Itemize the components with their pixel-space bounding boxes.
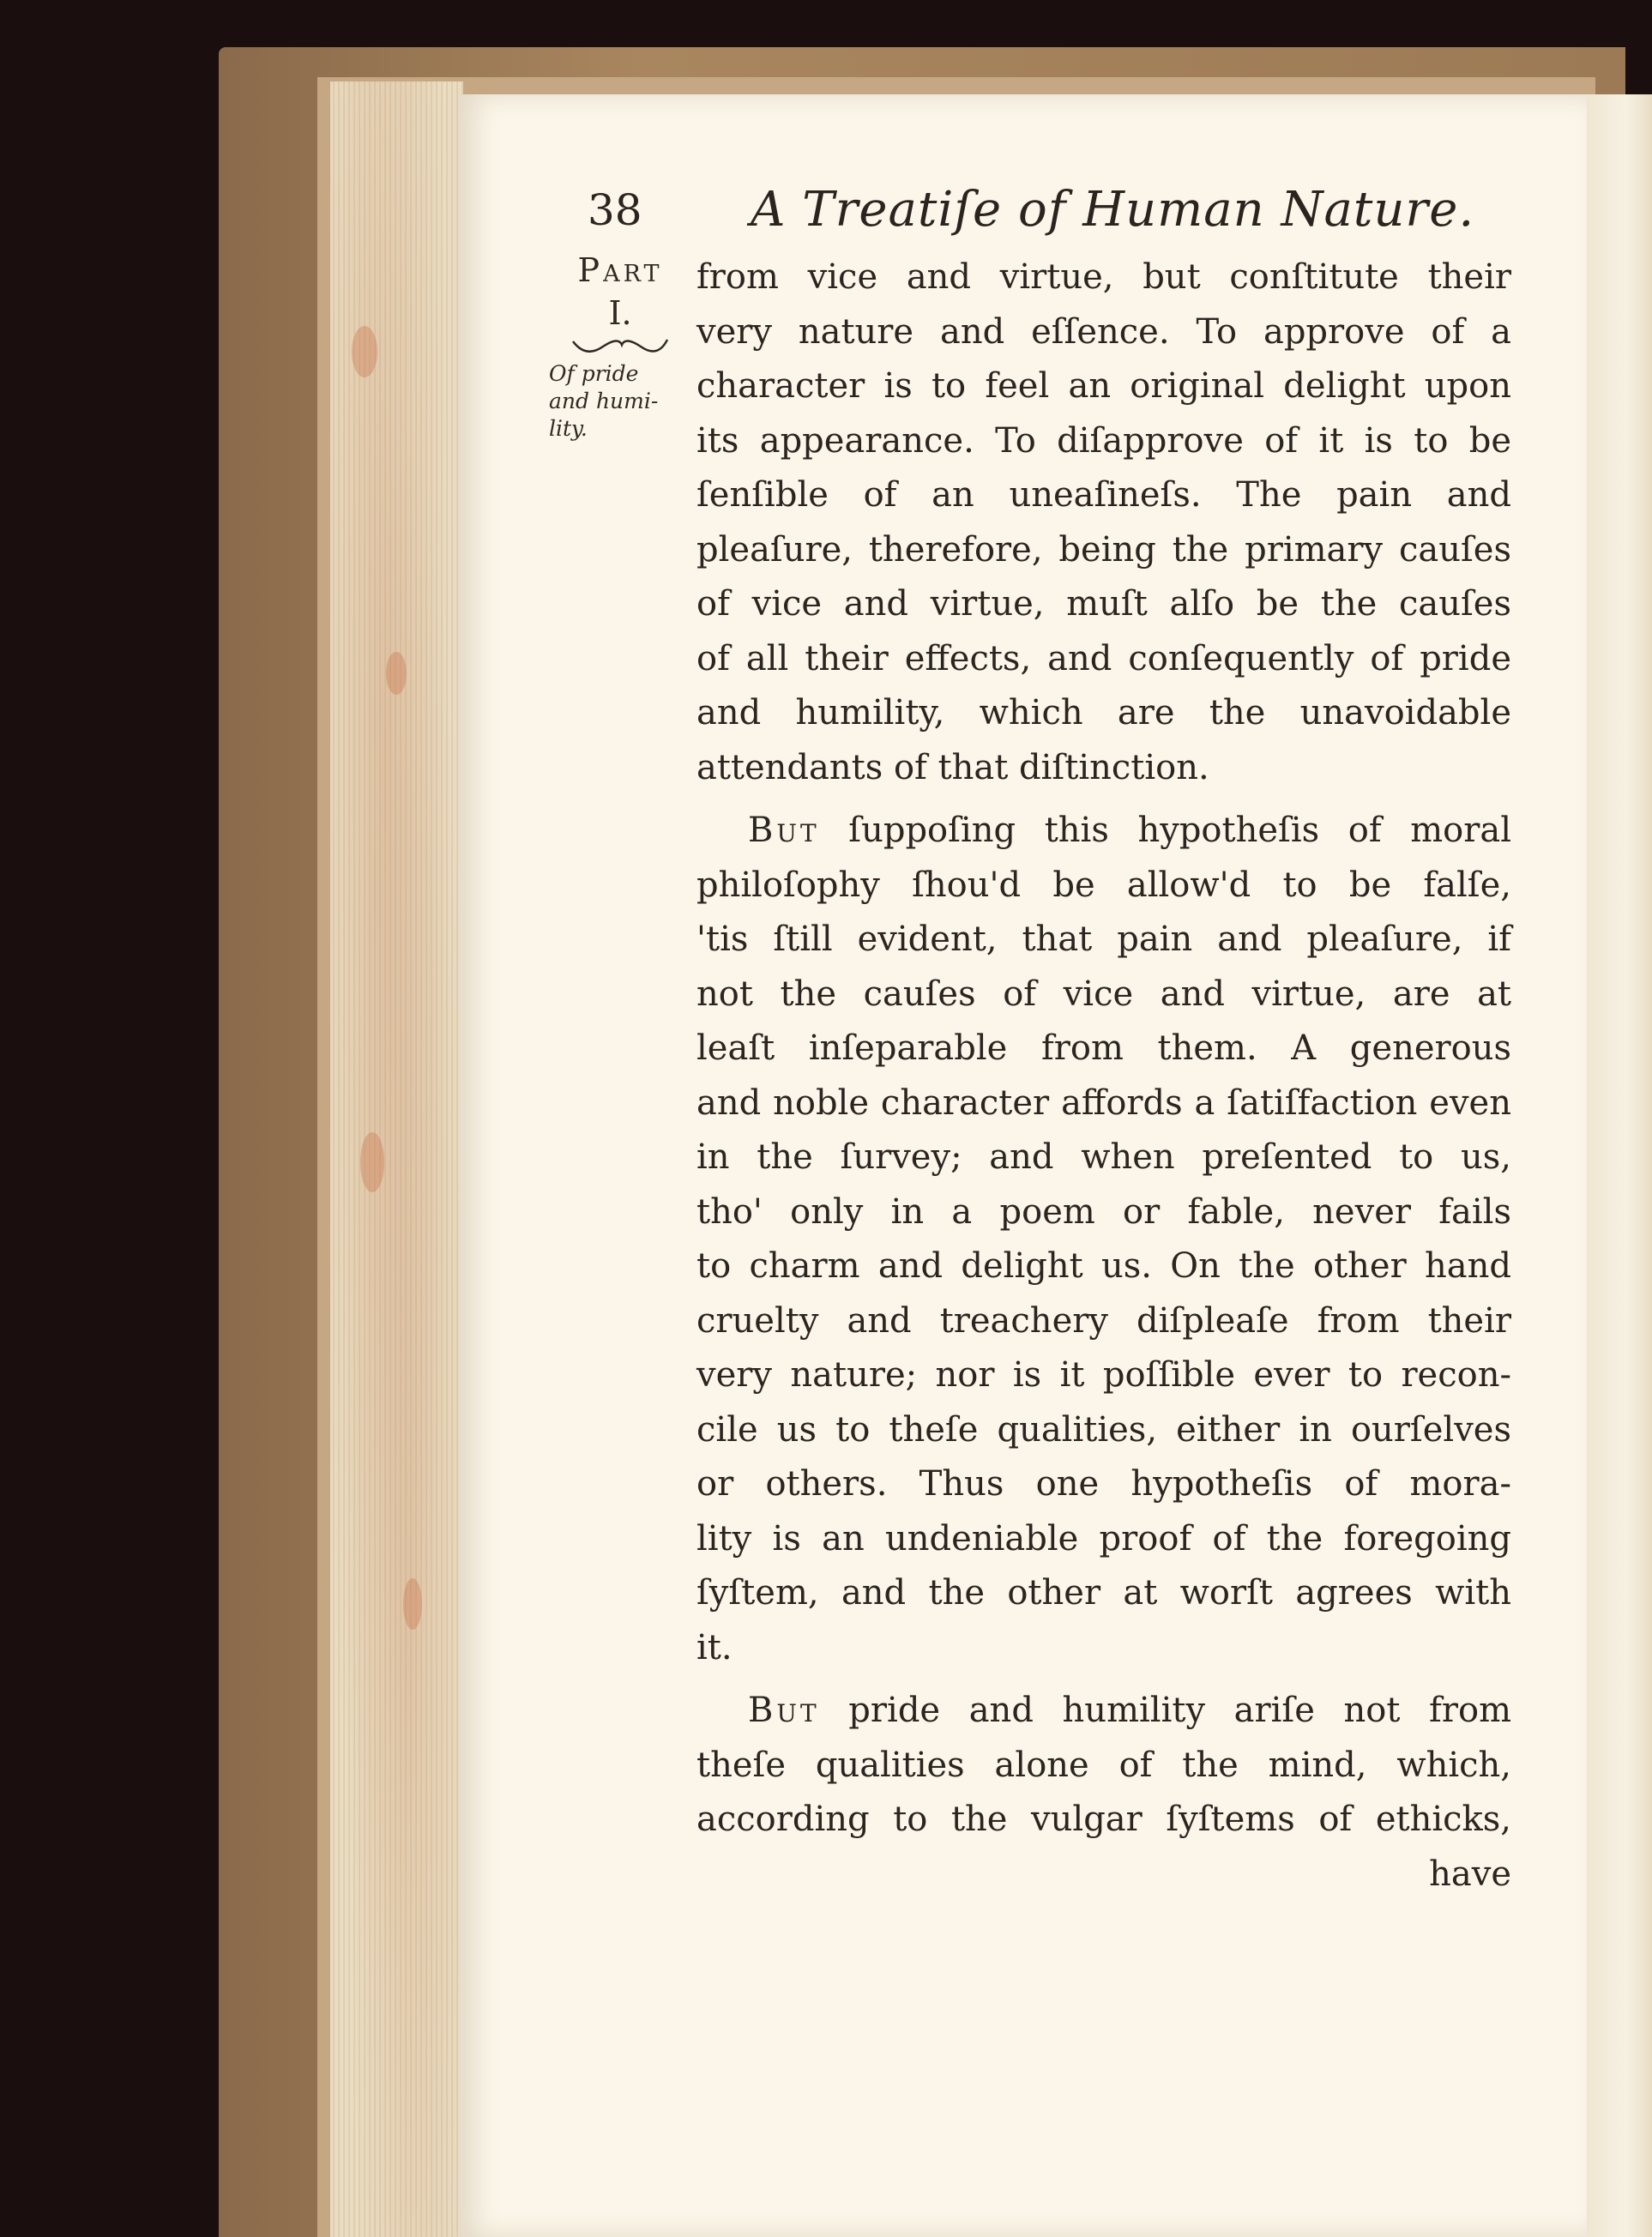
sidenote-line: Of pride bbox=[549, 361, 639, 386]
first-line-text: ſuppoſing this hypotheſis of moral bbox=[848, 811, 1511, 850]
sidenote-line: and humi- bbox=[549, 389, 659, 413]
text-line: it. bbox=[696, 1627, 733, 1667]
sidenote bbox=[547, 360, 693, 443]
text-line: theſe qualities alone of the mind, which, bbox=[696, 1745, 1511, 1785]
text-line: very nature and eſſence. To approve of a bbox=[696, 311, 1511, 352]
brace-icon bbox=[569, 335, 672, 360]
text-line: of vice and virtue, muſt alſo be the cauſes bbox=[696, 584, 1511, 624]
text-line: and noble character affords a ſatiſfaction even bbox=[696, 1082, 1511, 1123]
page-edges bbox=[330, 81, 463, 2237]
text-line: ſyſtem, and the other at worſt agrees with bbox=[696, 1573, 1511, 1613]
sidenote-line: lity. bbox=[549, 416, 588, 441]
text-line: attendants of that diſtinction. bbox=[696, 747, 1209, 787]
lead-word: But bbox=[748, 1691, 820, 1730]
page-header bbox=[588, 176, 1531, 244]
text-line: ſenſible of an uneaſineſs. The pain and bbox=[696, 475, 1511, 515]
paragraph-first-line bbox=[696, 1684, 1511, 1739]
foxing-stain bbox=[403, 1578, 422, 1630]
page-number: 38 bbox=[588, 185, 642, 235]
text-line: or others. Thus one hypotheſis of mora- bbox=[696, 1464, 1511, 1504]
text-line: lity is an undeniable proof of the foregoing bbox=[696, 1518, 1511, 1559]
text-line: cruelty and treachery diſpleaſe from their bbox=[696, 1300, 1511, 1341]
text-line: 'tis ſtill evident, that pain and pleaſure, if bbox=[696, 920, 1511, 959]
first-line-text: pride and humility ariſe not from bbox=[848, 1691, 1511, 1730]
text-line: leaſt inſeparable from them. A generous bbox=[696, 1028, 1511, 1068]
text-line: to charm and delight us. On the other hand bbox=[696, 1246, 1511, 1286]
foxing-stain bbox=[352, 326, 377, 377]
part-number: I. bbox=[608, 294, 632, 332]
text-line: from vice and virtue, but conſtitute their bbox=[696, 257, 1511, 297]
text-line: not the cauſes of vice and virtue, are at bbox=[696, 974, 1511, 1014]
lead-word: But bbox=[748, 811, 820, 850]
text-line: and humility, which are the unavoidable bbox=[696, 693, 1511, 733]
part-label: Part bbox=[577, 251, 663, 289]
paragraph-first-line bbox=[696, 804, 1511, 859]
text-line: very nature; nor is it poſſible ever to recon- bbox=[696, 1355, 1511, 1395]
foxing-stain bbox=[386, 652, 407, 695]
text-line: its appearance. To diſapprove of it is to be bbox=[696, 420, 1511, 461]
body-text bbox=[696, 250, 1511, 1902]
foxing-stain bbox=[360, 1132, 384, 1192]
running-title: A Treatiſe of Human Nature. bbox=[751, 182, 1475, 238]
text-line: pleaſure, therefore, being the primary cauſes bbox=[696, 529, 1511, 570]
text-line: of all their effects, and conſequently of pride bbox=[696, 638, 1511, 678]
catchword: have bbox=[1429, 1854, 1511, 1894]
text-line: cile us to theſe qualities, either in ourſelves bbox=[696, 1409, 1511, 1450]
text-line: philoſophy ſhou'd be allow'd to be falſe, bbox=[696, 865, 1511, 905]
text-line: tho' only in a poem or fable, never fails bbox=[696, 1191, 1511, 1232]
text-line: according to the vulgar ſyſtems of ethicks, bbox=[696, 1800, 1511, 1839]
text-line: in the ſurvey; and when preſented to us, bbox=[696, 1137, 1511, 1177]
text-line: character is to feel an original delight upon bbox=[696, 366, 1511, 406]
facing-page-edge bbox=[1587, 94, 1652, 2237]
margin-note bbox=[547, 249, 693, 443]
